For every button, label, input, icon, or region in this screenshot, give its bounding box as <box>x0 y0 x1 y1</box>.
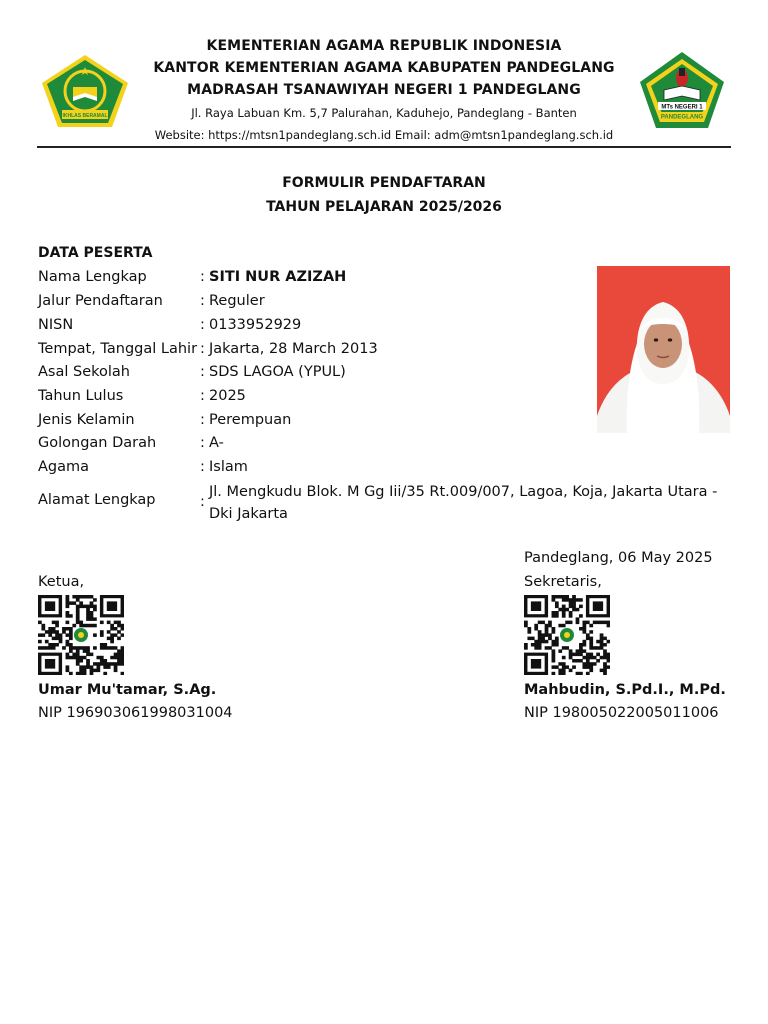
left-signatory-name: Umar Mu'tamar, S.Ag. <box>38 682 217 698</box>
left-logo-text: IKHLAS BERAMAL <box>62 113 108 119</box>
field-value: Jakarta, 28 March 2013 <box>209 341 378 357</box>
header-line-3: MADRASAH TSANAWIYAH NEGERI 1 PANDEGLANG <box>187 82 581 98</box>
header-line-1: KEMENTERIAN AGAMA REPUBLIK INDONESIA <box>206 38 562 54</box>
field-value: Islam <box>209 459 248 475</box>
place-date: Pandeglang, 06 May 2025 <box>524 550 713 566</box>
field-colon: : <box>200 459 205 475</box>
field-colon: : <box>200 269 205 285</box>
right-qr-code <box>524 595 610 675</box>
right-logo-text-bottom: PANDEGLANG <box>660 114 704 121</box>
left-qr-code <box>38 595 124 675</box>
right-signatory-role: Sekretaris, <box>524 574 602 590</box>
field-label: Agama <box>38 459 90 475</box>
header-line-2: KANTOR KEMENTERIAN AGAMA KABUPATEN PANDEGLANG <box>153 60 615 76</box>
field-colon: : <box>200 412 205 428</box>
field-value: 2025 <box>209 388 246 404</box>
field-value: SITI NUR AZIZAH <box>209 269 347 285</box>
field-colon: : <box>200 293 205 309</box>
field-value: Reguler <box>209 293 265 309</box>
field-colon: : <box>200 494 205 510</box>
field-label: Jalur Pendaftaran <box>38 293 163 309</box>
field-colon: : <box>200 388 205 404</box>
section-title: DATA PESERTA <box>38 245 153 261</box>
right-signatory-nip: NIP 198005022005011006 <box>524 705 719 721</box>
right-logo-text-top: MTs NEGERI 1 <box>661 104 703 111</box>
field-colon: : <box>200 341 205 357</box>
right-signatory-name: Mahbudin, S.Pd.I., M.Pd. <box>524 682 726 698</box>
student-photo <box>597 266 730 433</box>
field-value: SDS LAGOA (YPUL) <box>209 364 346 380</box>
header-divider <box>37 146 731 148</box>
field-label: Golongan Darah <box>38 435 157 451</box>
field-label: Asal Sekolah <box>38 364 130 380</box>
field-colon: : <box>200 435 205 451</box>
form-subtitle: TAHUN PELAJARAN 2025/2026 <box>266 199 502 215</box>
field-label: Tempat, Tanggal Lahir <box>38 341 198 357</box>
field-value: Perempuan <box>209 412 292 428</box>
left-signatory-role: Ketua, <box>38 574 85 590</box>
field-label: NISN <box>38 317 74 333</box>
field-value: 0133952929 <box>209 317 302 333</box>
field-label: Nama Lengkap <box>38 269 147 285</box>
field-label: Alamat Lengkap <box>38 492 156 508</box>
field-label: Tahun Lulus <box>38 388 124 404</box>
header-address: Jl. Raya Labuan Km. 5,7 Palurahan, Kaduhejo, Pandeglang - Banten <box>191 106 577 120</box>
field-label: Jenis Kelamin <box>38 412 135 428</box>
field-value: A- <box>209 435 224 451</box>
left-signatory-nip: NIP 196903061998031004 <box>38 705 233 721</box>
field-value: Jl. Mengkudu Blok. M Gg Iii/35 Rt.009/007, Lagoa, Koja, Jakarta Utara - Dki Jakarta <box>209 484 718 522</box>
field-colon: : <box>200 317 205 333</box>
form-title: FORMULIR PENDAFTARAN <box>282 175 486 191</box>
field-colon: : <box>200 364 205 380</box>
field-row-alamat <box>38 481 738 531</box>
header-contact: Website: https://mtsn1pandeglang.sch.id Email: adm@mtsn1pandeglang.sch.id <box>154 128 614 142</box>
